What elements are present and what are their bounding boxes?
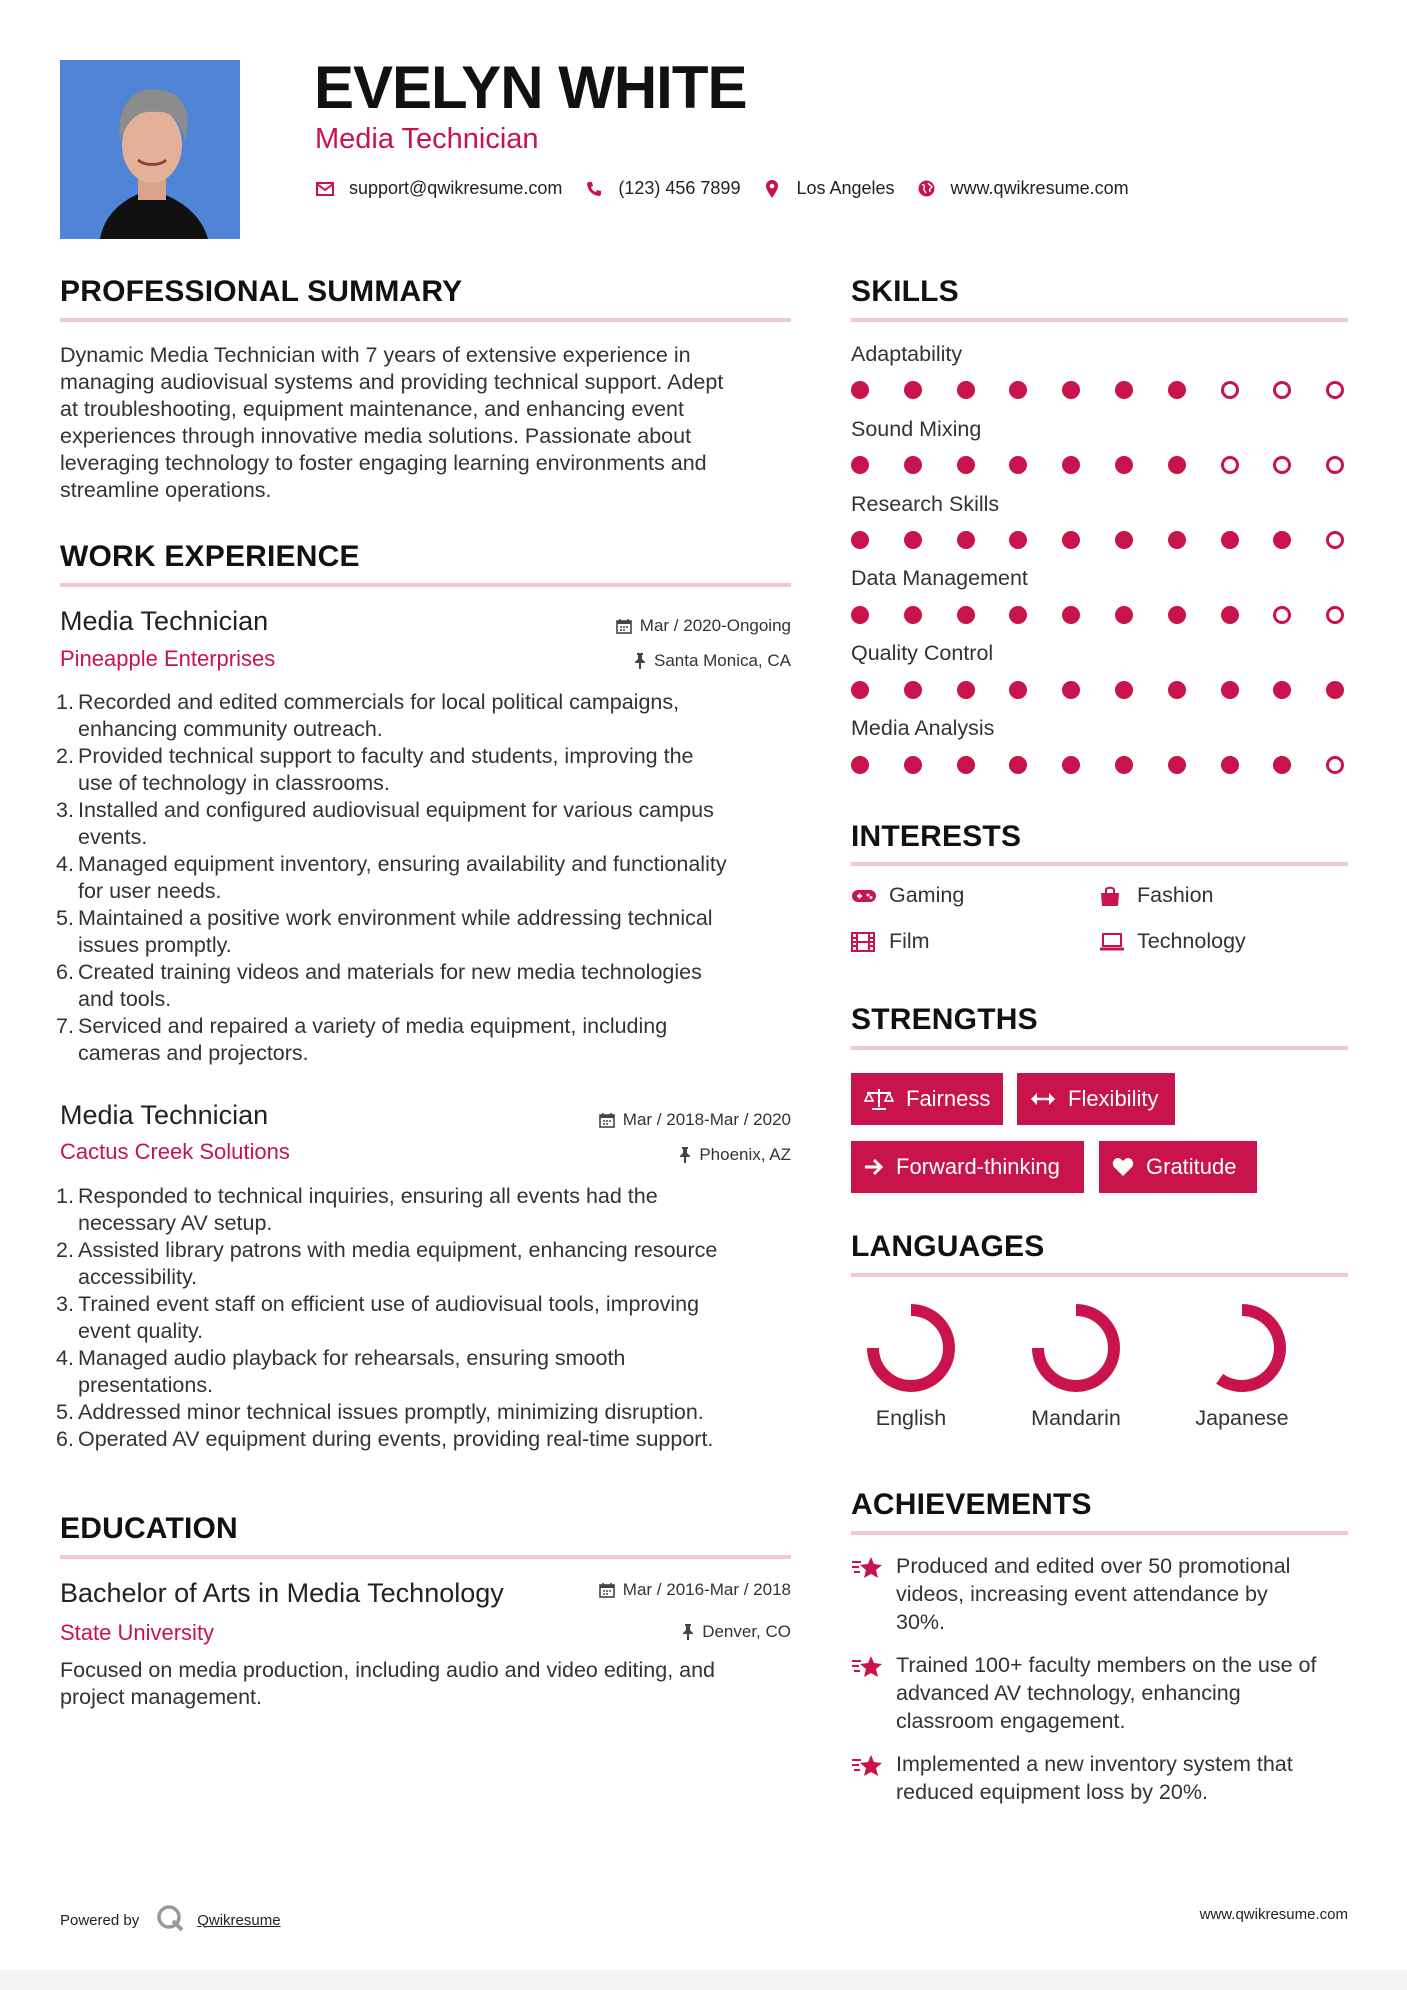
skill-dot-filled — [1009, 381, 1027, 399]
skill-dot-filled — [851, 756, 869, 774]
skill-dot-filled — [904, 606, 922, 624]
achievement-line: videos, increasing event attendance by — [896, 1582, 1268, 1606]
work-heading: WORK EXPERIENCE — [60, 540, 360, 573]
language-label: English — [875, 1406, 947, 1430]
summary-heading: PROFESSIONAL SUMMARY — [60, 275, 463, 308]
skill-dot-filled — [1168, 456, 1186, 474]
skill-dot-filled — [1062, 756, 1080, 774]
skill-dot-empty — [1273, 456, 1291, 474]
skill-dot-filled — [1009, 756, 1027, 774]
strength-tag — [1017, 1073, 1175, 1125]
skill-dot-filled — [1221, 531, 1239, 549]
skill-dot-filled — [1009, 531, 1027, 549]
job-date — [616, 616, 791, 636]
skill-dot-filled — [1168, 381, 1186, 399]
candidate-title: Media Technician — [315, 123, 539, 155]
qwikresume-logo-icon — [155, 1903, 185, 1937]
skill-dot-filled — [957, 606, 975, 624]
skill-dot-filled — [1115, 756, 1133, 774]
skill-dot-filled — [1115, 606, 1133, 624]
interest-fashion — [1099, 883, 1214, 908]
profile-photo — [60, 60, 240, 239]
pushpin-icon — [634, 653, 646, 669]
skill-dot-empty — [1326, 381, 1344, 399]
list-item: 5. Addressed minor technical issues promptly, minimizing disruption. — [56, 1400, 704, 1424]
education-location-text: Denver, CO — [702, 1622, 791, 1641]
interests-rule — [851, 862, 1348, 866]
strength-tag — [1099, 1141, 1257, 1193]
calendar-icon — [616, 618, 632, 634]
list-item: 2. Provided technical support to faculty and students, improving the use of technology in classrooms. — [56, 744, 694, 795]
qwikresume-link[interactable]: Qwikresume — [197, 1911, 281, 1929]
skill-name: Adaptability — [851, 342, 963, 366]
interest-label: Technology — [1137, 929, 1246, 953]
skill-dot-filled — [1273, 756, 1291, 774]
globe-icon — [917, 179, 937, 199]
job-location-text: Santa Monica, CA — [653, 651, 791, 670]
skill-dot-filled — [851, 606, 869, 624]
language-level-ring — [1028, 1300, 1124, 1396]
skill-dot-empty — [1326, 531, 1344, 549]
skill-dot-filled — [1168, 681, 1186, 699]
language-level-ring — [863, 1300, 959, 1396]
pushpin-icon — [679, 1147, 691, 1163]
phone-icon — [584, 179, 604, 199]
skill-dot-filled — [1115, 456, 1133, 474]
achievement-item — [851, 1651, 1351, 1735]
summary-text — [60, 342, 820, 504]
languages-heading: LANGUAGES — [851, 1230, 1045, 1263]
pushpin-icon — [682, 1624, 694, 1640]
education-school: State University — [60, 1620, 215, 1645]
language-japanese — [1177, 1300, 1307, 1431]
job-bullets — [56, 1183, 800, 1453]
skill-dot-empty — [1221, 456, 1239, 474]
list-item: 3. Installed and configured audiovisual equipment for various campus events. — [56, 798, 714, 849]
strength-label: Fairness — [906, 1086, 991, 1111]
skill-dot-filled — [1062, 456, 1080, 474]
achievements-heading: ACHIEVEMENTS — [851, 1488, 1092, 1521]
calendar-icon — [599, 1112, 615, 1128]
work-rule — [60, 583, 791, 587]
skill-dot-empty — [1221, 381, 1239, 399]
list-item: 3. Trained event staff on efficient use of audiovisual tools, improving event quality. — [56, 1292, 700, 1343]
list-item: 1. Responded to technical inquiries, ensuring all events had the necessary AV setup. — [56, 1184, 658, 1235]
strengths-heading: STRENGTHS — [851, 1003, 1038, 1036]
strength-label: Gratitude — [1146, 1154, 1237, 1179]
skill-rating — [851, 606, 1348, 626]
footer-powered-by — [60, 1903, 281, 1937]
map-marker-icon — [762, 179, 782, 199]
skill-dot-filled — [957, 756, 975, 774]
laptop-icon — [1099, 931, 1125, 953]
summary-line: experiences through innovative media solutions. Passionate about — [60, 424, 692, 448]
language-mandarin — [1011, 1300, 1141, 1431]
list-item: 6. Created training videos and materials for new media technologies and tools. — [56, 960, 702, 1011]
skill-rating — [851, 381, 1348, 401]
language-level-arc — [1220, 1310, 1280, 1386]
achievement-line: Produced and edited over 50 promotional — [896, 1554, 1291, 1578]
skill-dot-filled — [957, 531, 975, 549]
language-label: Mandarin — [1031, 1406, 1121, 1430]
skill-dot-filled — [1009, 681, 1027, 699]
shopping-bag-icon — [1099, 885, 1125, 907]
education-rule — [60, 1555, 791, 1559]
contact-bar — [315, 178, 1151, 199]
trophy-star-icon — [851, 1653, 883, 1681]
contact-phone[interactable]: (123) 456 7899 — [618, 178, 741, 198]
trophy-star-icon — [851, 1554, 883, 1582]
trophy-star-icon — [851, 1752, 883, 1780]
skill-dot-filled — [1115, 381, 1133, 399]
achievement-line: reduced equipment loss by 20%. — [896, 1780, 1208, 1804]
list-item: 4. Managed audio playback for rehearsals, ensuring smooth presentations. — [56, 1346, 626, 1397]
balance-scale-icon — [864, 1088, 894, 1110]
interest-label: Film — [889, 929, 930, 953]
education-location — [682, 1622, 791, 1642]
education-line: Focused on media production, including audio and video editing, and — [60, 1658, 716, 1682]
skill-dot-filled — [851, 681, 869, 699]
interest-technology — [1099, 929, 1246, 954]
skill-dot-filled — [957, 456, 975, 474]
skill-name: Research Skills — [851, 492, 1000, 516]
skill-dot-empty — [1273, 381, 1291, 399]
language-english — [846, 1300, 976, 1431]
language-level-arc — [873, 1310, 949, 1386]
education-degree: Bachelor of Arts in Media Technology — [60, 1578, 504, 1608]
skill-rating — [851, 756, 1348, 776]
skill-dot-filled — [851, 381, 869, 399]
skill-dot-filled — [1062, 606, 1080, 624]
skill-dot-filled — [851, 531, 869, 549]
education-line: project management. — [60, 1685, 262, 1709]
job-date — [599, 1110, 791, 1130]
skill-dot-filled — [904, 381, 922, 399]
skill-dot-filled — [1115, 681, 1133, 699]
arrows-horizontal-icon — [1030, 1092, 1056, 1106]
skill-dot-filled — [904, 756, 922, 774]
skill-name: Sound Mixing — [851, 417, 982, 441]
film-icon — [851, 931, 877, 953]
summary-line: managing audiovisual systems and providing technical support. Adept — [60, 370, 724, 394]
skill-dot-filled — [1062, 681, 1080, 699]
education-heading: EDUCATION — [60, 1512, 238, 1545]
footer-url[interactable]: www.qwikresume.com — [1199, 1906, 1348, 1923]
achievement-line: Implemented a new inventory system that — [896, 1752, 1293, 1776]
skills-heading: SKILLS — [851, 275, 959, 308]
candidate-name: EVELYN WHITE — [314, 54, 747, 121]
envelope-icon — [315, 179, 335, 199]
skill-dot-filled — [1168, 531, 1186, 549]
language-level-ring — [1194, 1300, 1290, 1396]
summary-line: at troubleshooting, equipment maintenance, and enhancing event — [60, 397, 684, 421]
job-location-text: Phoenix, AZ — [699, 1145, 791, 1164]
skill-dot-filled — [1168, 756, 1186, 774]
bottom-bar — [0, 1970, 1407, 1990]
skills-rule — [851, 318, 1348, 322]
education-date-text: Mar / 2016-Mar / 2018 — [622, 1580, 791, 1599]
job-company: Cactus Creek Solutions — [60, 1139, 290, 1164]
achievement-item — [851, 1750, 1351, 1806]
job-company: Pineapple Enterprises — [60, 646, 276, 671]
skill-dot-filled — [1326, 681, 1344, 699]
summary-rule — [60, 318, 791, 322]
skill-dot-empty — [1326, 456, 1344, 474]
skill-dot-filled — [1062, 381, 1080, 399]
skill-dot-filled — [1115, 531, 1133, 549]
skill-dot-filled — [1009, 456, 1027, 474]
achievement-line: advanced AV technology, enhancing — [896, 1681, 1241, 1705]
skill-name: Media Analysis — [851, 716, 995, 740]
skill-dot-filled — [904, 681, 922, 699]
education-description — [60, 1657, 820, 1711]
skill-dot-empty — [1326, 606, 1344, 624]
strength-tag — [851, 1073, 1003, 1125]
job-bullets — [56, 689, 800, 1067]
strength-label: Forward-thinking — [896, 1154, 1060, 1179]
contact-website[interactable]: www.qwikresume.com — [950, 178, 1129, 198]
summary-line: Dynamic Media Technician with 7 years of extensive experience in — [60, 343, 691, 367]
achievement-item — [851, 1552, 1351, 1636]
job-date-text: Mar / 2018-Mar / 2020 — [622, 1110, 791, 1129]
skill-dot-filled — [1221, 606, 1239, 624]
skill-dot-filled — [1062, 531, 1080, 549]
summary-line: leveraging technology to foster engaging learning environments and — [60, 451, 707, 475]
list-item: 5. Maintained a positive work environment while addressing technical issues promptly. — [56, 906, 713, 957]
job-title: Media Technician — [60, 606, 269, 636]
skill-rating — [851, 456, 1348, 476]
interest-label: Gaming — [889, 883, 965, 907]
skill-name: Quality Control — [851, 641, 994, 665]
skill-dot-filled — [851, 456, 869, 474]
job-date-text: Mar / 2020-Ongoing — [639, 616, 791, 635]
skill-rating — [851, 531, 1348, 551]
skill-dot-empty — [1273, 606, 1291, 624]
contact-email[interactable]: support@qwikresume.com — [349, 178, 563, 198]
language-label: Japanese — [1195, 1406, 1289, 1430]
interest-film — [851, 929, 930, 954]
achievements-rule — [851, 1531, 1348, 1535]
achievement-line: 30%. — [896, 1610, 946, 1634]
skill-dot-filled — [1273, 531, 1291, 549]
job-location — [679, 1145, 791, 1165]
skill-dot-filled — [1273, 681, 1291, 699]
calendar-icon — [599, 1582, 615, 1598]
languages-rule — [851, 1273, 1348, 1277]
language-level-arc — [1038, 1310, 1114, 1386]
education-date — [599, 1580, 791, 1600]
skill-dot-filled — [1168, 606, 1186, 624]
strengths-rule — [851, 1046, 1348, 1050]
contact-location: Los Angeles — [796, 178, 895, 198]
list-item: 6. Operated AV equipment during events, providing real-time support. — [56, 1427, 714, 1451]
strength-tag — [851, 1141, 1084, 1193]
interest-label: Fashion — [1137, 883, 1214, 907]
summary-line: streamline operations. — [60, 478, 272, 502]
job-location — [634, 651, 791, 671]
achievement-line: Trained 100+ faculty members on the use of — [896, 1653, 1317, 1677]
skill-dot-filled — [1221, 681, 1239, 699]
skill-name: Data Management — [851, 566, 1028, 590]
skill-dot-filled — [1221, 756, 1239, 774]
skill-dot-filled — [957, 381, 975, 399]
gamepad-icon — [851, 885, 877, 907]
interests-heading: INTERESTS — [851, 820, 1022, 853]
skill-dot-filled — [957, 681, 975, 699]
list-item: 1. Recorded and edited commercials for local political campaigns, enhancing community outreach. — [56, 690, 680, 741]
powered-by-label: Powered by — [60, 1911, 140, 1929]
job-title: Media Technician — [60, 1100, 269, 1130]
skill-dot-empty — [1326, 756, 1344, 774]
skill-dot-filled — [1009, 606, 1027, 624]
list-item: 7. Serviced and repaired a variety of media equipment, including cameras and projectors. — [56, 1014, 668, 1065]
list-item: 2. Assisted library patrons with media equipment, enhancing resource accessibility. — [56, 1238, 718, 1289]
arrow-right-icon — [864, 1158, 884, 1176]
list-item: 4. Managed equipment inventory, ensuring availability and functionality for user needs. — [56, 852, 727, 903]
achievement-line: classroom engagement. — [896, 1709, 1126, 1733]
skill-rating — [851, 681, 1348, 701]
skill-dot-filled — [904, 456, 922, 474]
interest-gaming — [851, 883, 964, 908]
heart-icon — [1112, 1157, 1134, 1177]
skill-dot-filled — [904, 531, 922, 549]
strength-label: Flexibility — [1068, 1086, 1159, 1111]
